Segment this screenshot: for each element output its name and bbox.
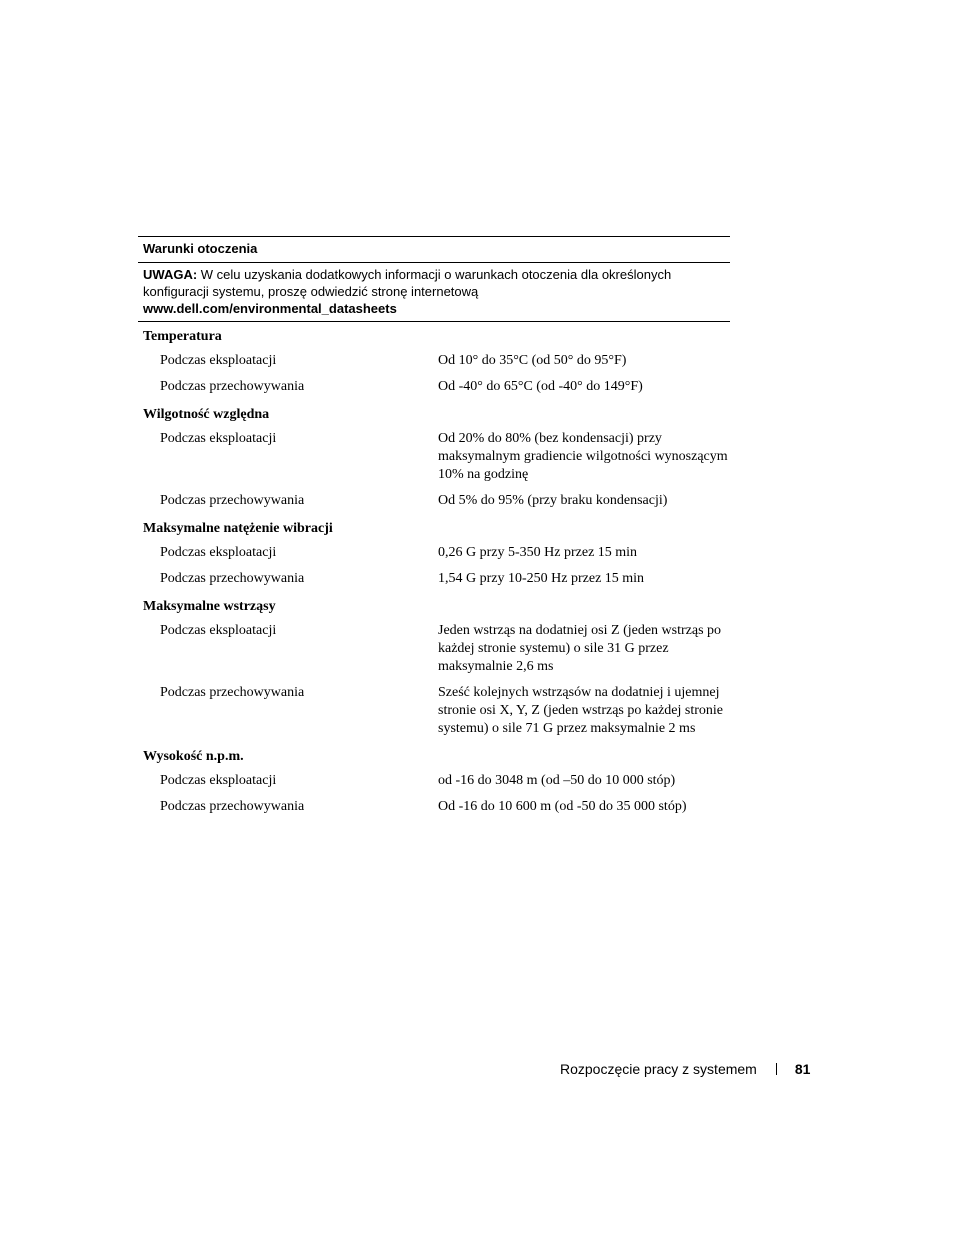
- group-shock: [138, 592, 730, 742]
- row-value: Od -40° do 65°C (od -40° do 149°F): [438, 379, 643, 394]
- spec-row: [138, 426, 730, 488]
- row-value: Sześć kolejnych wstrząsów na dodatniej i ujemnej stronie osi X, Y, Z (jeden wstrząs po każdej stronie systemu) o sile 71 G przez maksymalnie 2 ms: [438, 685, 723, 736]
- row-label: Podczas przechowywania: [160, 379, 305, 394]
- page-footer: [560, 1061, 820, 1077]
- group-title: Wysokość n.p.m.: [143, 749, 244, 764]
- footer-chapter-title: Rozpoczęcie pracy z systemem: [560, 1061, 757, 1077]
- row-label: Podczas przechowywania: [160, 493, 305, 508]
- spec-row: [138, 488, 730, 514]
- row-label: Podczas eksploatacji: [160, 773, 277, 788]
- section-title: Warunki otoczenia: [138, 236, 730, 263]
- row-value: 0,26 G przy 5-350 Hz przez 15 min: [438, 545, 638, 560]
- group-title: Temperatura: [143, 329, 222, 344]
- row-value: Jeden wstrząs na dodatniej osi Z (jeden wstrząs po każdej stronie systemu) o sile 31 G przez maksymalnie 2,6 ms: [438, 623, 722, 674]
- row-label: Podczas eksploatacji: [160, 623, 277, 638]
- spec-row: [138, 540, 730, 566]
- row-label: Podczas przechowywania: [160, 799, 305, 814]
- group-altitude: [138, 742, 730, 820]
- row-label: Podczas eksploatacji: [160, 353, 277, 368]
- note-label: UWAGA:: [143, 267, 198, 282]
- note-text: W celu uzyskania dodatkowych informacji o warunkach otoczenia dla określonych konfiguracji systemu, proszę odwiedzić stronę internetową: [143, 267, 672, 299]
- spec-row: [138, 566, 730, 592]
- row-value: Od 10° do 35°C (od 50° do 95°F): [438, 353, 627, 368]
- row-label: Podczas przechowywania: [160, 685, 305, 700]
- row-label: Podczas eksploatacji: [160, 431, 277, 446]
- row-label: Podczas eksploatacji: [160, 545, 277, 560]
- group-title: Maksymalne natężenie wibracji: [143, 521, 333, 536]
- group-temperature: [138, 322, 730, 400]
- row-value: Od 5% do 95% (przy braku kondensacji): [438, 493, 668, 508]
- group-vibration: [138, 514, 730, 592]
- row-value: 1,54 G przy 10-250 Hz przez 15 min: [438, 571, 645, 586]
- footer-divider: [776, 1063, 777, 1075]
- row-value: Od -16 do 10 600 m (od -50 do 35 000 stóp): [438, 799, 687, 814]
- spec-row: [138, 348, 730, 374]
- spec-row: [138, 794, 730, 820]
- group-title: Wilgotność względna: [143, 407, 270, 422]
- spec-row: [138, 680, 730, 742]
- note-box: [138, 264, 730, 322]
- row-label: Podczas przechowywania: [160, 571, 305, 586]
- spec-row: [138, 374, 730, 400]
- row-value: od -16 do 3048 m (od –50 do 10 000 stóp): [438, 773, 676, 788]
- group-humidity: [138, 400, 730, 514]
- spec-row: [138, 768, 730, 794]
- environment-spec-table: [138, 236, 730, 820]
- row-value: Od 20% do 80% (bez kondensacji) przy maksymalnym gradiencie wilgotności wynoszącym 10% na godzinę: [438, 431, 728, 482]
- spec-row: [138, 618, 730, 680]
- group-title: Maksymalne wstrząsy: [143, 599, 276, 614]
- page-number: 81: [794, 1061, 811, 1077]
- datasheets-link[interactable]: www.dell.com/environmental_datasheets: [143, 301, 397, 316]
